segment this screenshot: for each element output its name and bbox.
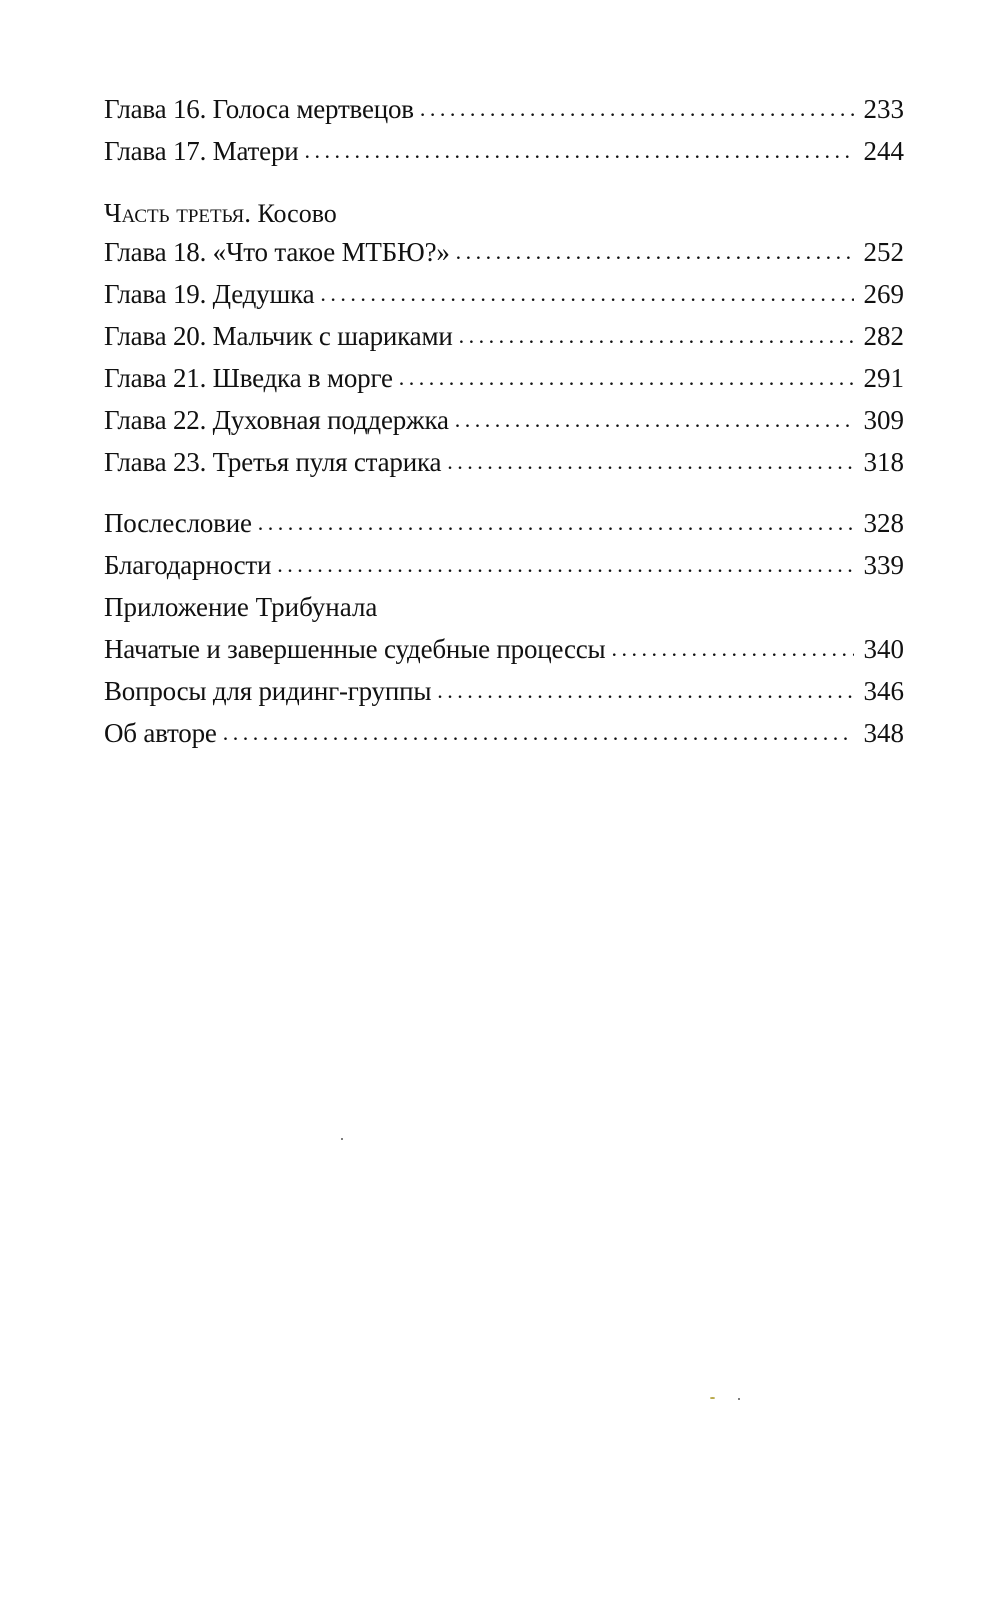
dot-leader — [223, 712, 854, 754]
toc-entry-page: 233 — [863, 94, 904, 124]
toc-entry-title: Глава 19. Дедушка — [104, 279, 315, 309]
dot-leader — [320, 273, 854, 315]
toc-entry-page: 252 — [863, 237, 904, 267]
dot-leader — [305, 130, 855, 172]
toc-entry — [104, 130, 904, 172]
part-heading-name: Косово — [257, 199, 337, 228]
toc-entry-page: 340 — [863, 634, 904, 664]
dot-leader — [399, 357, 854, 399]
toc-entry-title: Глава 21. Шведка в морге — [104, 363, 393, 393]
toc-entry-title: Глава 16. Голоса мертвецов — [104, 94, 414, 124]
toc-entry-page: 309 — [863, 405, 904, 435]
toc-entry-page: 328 — [863, 508, 904, 538]
dot-leader — [611, 628, 854, 670]
toc-entry-page: 282 — [863, 321, 904, 351]
dot-leader — [277, 544, 854, 586]
toc-entry-page: 291 — [863, 363, 904, 393]
dot-leader — [455, 399, 854, 441]
dot-leader — [456, 231, 854, 273]
toc-entry — [104, 357, 904, 399]
toc-entry-title: Об авторе — [104, 718, 217, 748]
toc-entry-title: Глава 23. Третья пуля старика — [104, 447, 442, 477]
toc-entry-page: 346 — [863, 676, 904, 706]
toc-entry-title: Глава 20. Мальчик с шариками — [104, 321, 453, 351]
scan-speck — [710, 1397, 715, 1399]
dot-leader — [420, 88, 854, 130]
toc-entry-title: Послесловие — [104, 508, 252, 538]
toc-entry — [104, 315, 904, 357]
part-heading-label: Часть третья. — [104, 198, 251, 228]
toc-entry — [104, 231, 904, 273]
dot-leader — [447, 441, 854, 483]
toc-entry-page: 348 — [863, 718, 904, 748]
appendix-heading: Приложение Трибунала — [104, 592, 378, 622]
toc-entry — [104, 273, 904, 315]
toc-entry-title: Благодарности — [104, 550, 272, 580]
toc-entry-page: 244 — [863, 136, 904, 166]
toc-entry-title: Вопросы для ридинг-группы — [104, 676, 432, 706]
part-heading — [104, 192, 337, 235]
toc-entry — [104, 628, 904, 670]
toc-entry-title: Глава 17. Матери — [104, 136, 299, 166]
scan-speck — [738, 1398, 740, 1400]
dot-leader — [437, 670, 854, 712]
dot-leader — [258, 502, 854, 544]
toc-entry — [104, 399, 904, 441]
toc-entry-page: 318 — [863, 447, 904, 477]
toc-entry — [104, 670, 904, 712]
toc-entry-title: Глава 22. Духовная поддержка — [104, 405, 449, 435]
toc-entry — [104, 88, 904, 130]
scan-speck — [341, 1138, 343, 1140]
toc-entry-title: Глава 18. «Что такое МТБЮ?» — [104, 237, 450, 267]
dot-leader — [459, 315, 854, 357]
toc-entry-page: 269 — [863, 279, 904, 309]
toc-entry — [104, 712, 904, 754]
toc-entry-title: Начатые и завершенные судебные процессы — [104, 634, 606, 664]
toc-entry-page: 339 — [863, 550, 904, 580]
toc-entry — [104, 441, 904, 483]
toc-entry — [104, 544, 904, 586]
toc-entry — [104, 502, 904, 544]
